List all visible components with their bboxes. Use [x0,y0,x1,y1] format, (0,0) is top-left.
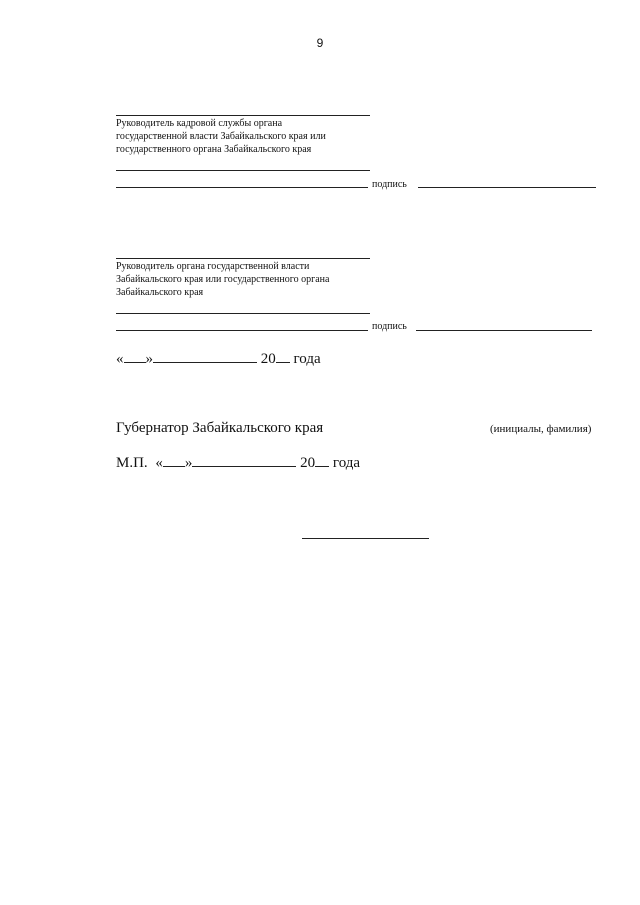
date1-close-quote: » [145,351,153,367]
head-blank-line-1[interactable] [116,313,370,314]
hr-blank-line-1[interactable] [116,170,370,171]
head-top-rule [116,258,370,259]
date1-day-blank[interactable] [124,350,146,363]
hr-signature-label: подпись [372,179,407,190]
governor-title: Губернатор Забайкальского края [116,420,324,436]
seal-label: М.П. [116,455,148,471]
head-role-line-2: Забайкальского края или государственного органа [116,274,330,285]
head-signature-line[interactable] [416,330,592,331]
head-signature-label: подпись [372,321,407,332]
hr-top-rule [116,115,370,116]
date1-year-blank[interactable] [276,350,290,363]
hr-role-line-2: государственной власти Забайкальского края или [116,131,326,142]
date1-year-prefix: 20 [260,351,276,367]
date2-open-quote: « [155,455,163,471]
head-blank-line-2[interactable] [116,330,368,331]
date1-month-blank[interactable] [153,350,257,363]
date2-close-quote: » [184,455,193,471]
date-line-1 [116,350,321,368]
date2-year-suffix: года [332,455,361,471]
page-number: 9 [316,36,324,50]
date1-open-quote: « [116,351,124,367]
head-role-line-3: Забайкальского края [116,287,204,298]
closing-rule [302,538,429,539]
date2-year-prefix: 20 [300,455,316,471]
governor-name-placeholder: (инициалы, фамилия) [490,423,592,435]
hr-blank-line-2[interactable] [116,187,368,188]
date2-day-blank[interactable] [163,454,185,467]
hr-signature-line[interactable] [418,187,596,188]
hr-role-line-3: государственного органа Забайкальского края [116,144,312,155]
date2-month-blank[interactable] [192,454,296,467]
head-role-line-1: Руководитель органа государственной власти [116,261,310,272]
date2-year-blank[interactable] [315,454,329,467]
date1-year-suffix: года [293,351,321,367]
date-line-2 [116,454,360,472]
hr-role-line-1: Руководитель кадровой службы органа [116,118,283,129]
